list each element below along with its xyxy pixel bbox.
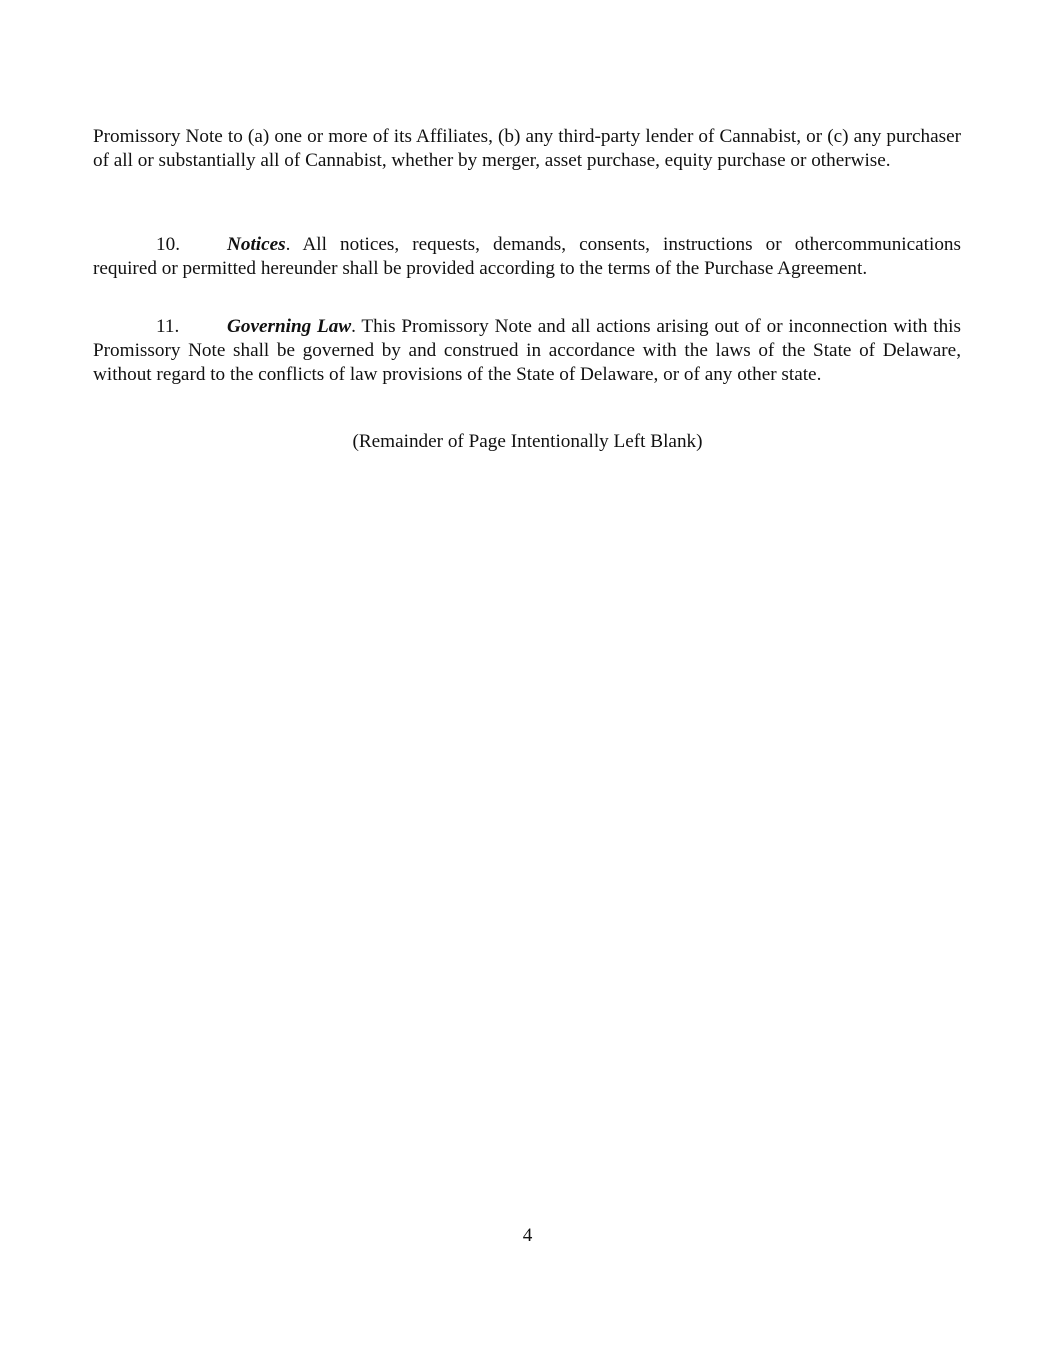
section-text: . This Promissory Note and all actions arising out of or inconnection with this Promissory Note shall be governed by and construed in accordance with the laws of the State of Delaware, without regard to the conflicts of law provisions of the State of Delaware, or of any other state. [93,316,961,385]
continued-paragraph: Promissory Note to (a) one or more of its Affiliates, (b) any third-party lender of Cannabist, or (c) any purchaser of all or substantially all of Cannabist, whether by merger, asset purchase, equity purchase or otherwise. [93,126,961,171]
section-governing-law [93,315,961,387]
section-number: 10. [156,234,180,255]
section-heading: Governing Law [227,316,352,337]
section-notices [93,233,961,281]
remainder-blank-note: (Remainder of Page Intentionally Left Blank) [352,431,703,452]
section-text: . All notices, requests, demands, consents, instructions or othercommunications required or permitted hereunder shall be provided according to the terms of the Purchase Agreement. [93,234,961,279]
section-number: 11. [156,316,180,337]
page-number: 4 [522,1225,533,1246]
section-heading: Notices [227,234,286,255]
